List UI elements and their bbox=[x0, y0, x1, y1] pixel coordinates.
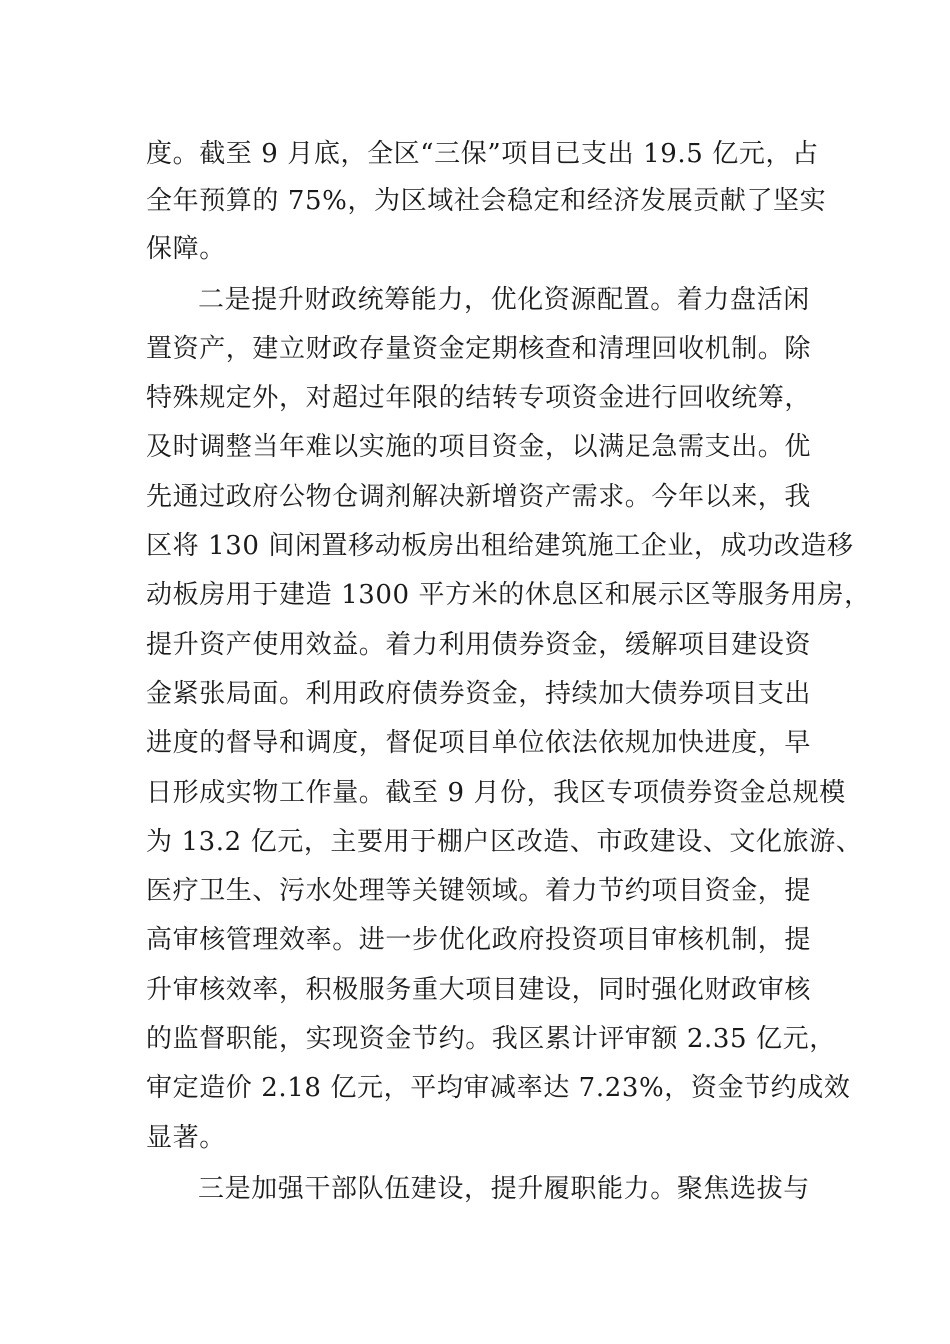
text-line: 为 13.2 亿元，主要用于棚户区改造、市政建设、文化旅游、 bbox=[146, 827, 863, 857]
paragraph-start-line: 三是加强干部队伍建设，提升履职能力。聚焦选拔与 bbox=[198, 1174, 810, 1204]
text-line: 区将 130 间闲置移动板房出租给建筑施工企业，成功改造移 bbox=[146, 531, 854, 561]
text-line: 先通过政府公物仓调剂解决新增资产需求。今年以来，我 bbox=[146, 482, 812, 512]
text-line: 全年预算的 75%，为区域社会稳定和经济发展贡献了坚实 bbox=[146, 186, 827, 216]
text-line: 高审核管理效率。进一步优化政府投资项目审核机制，提 bbox=[146, 925, 812, 955]
text-line: 金紧张局面。利用政府债券资金，持续加大债券项目支出 bbox=[146, 679, 812, 709]
text-line: 保障。 bbox=[146, 234, 226, 264]
text-line: 度。截至 9 月底，全区“三保”项目已支出 19.5 亿元，占 bbox=[146, 139, 819, 169]
paragraph-start-line: 二是提升财政统筹能力，优化资源配置。着力盘活闲 bbox=[198, 285, 810, 315]
text-line: 的监督职能，实现资金节约。我区累计评审额 2.35 亿元， bbox=[146, 1024, 836, 1054]
text-line: 升审核效率，积极服务重大项目建设，同时强化财政审核 bbox=[146, 975, 812, 1005]
text-line: 及时调整当年难以实施的项目资金，以满足急需支出。优 bbox=[146, 432, 812, 462]
text-line: 特殊规定外，对超过年限的结转专项资金进行回收统筹， bbox=[146, 383, 812, 413]
text-line: 审定造价 2.18 亿元，平均审减率达 7.23%，资金节约成效 bbox=[146, 1073, 851, 1103]
text-line: 显著。 bbox=[146, 1123, 226, 1153]
text-line: 动板房用于建造 1300 平方米的休息区和展示区等服务用房， bbox=[146, 580, 871, 610]
text-line: 提升资产使用效益。着力利用债券资金，缓解项目建设资 bbox=[146, 630, 812, 660]
text-line: 医疗卫生、污水处理等关键领域。着力节约项目资金，提 bbox=[146, 876, 812, 906]
text-line: 日形成实物工作量。截至 9 月份，我区专项债券资金总规模 bbox=[146, 778, 846, 808]
text-line: 进度的督导和调度，督促项目单位依法依规加快进度，早 bbox=[146, 728, 812, 758]
text-line: 置资产，建立财政存量资金定期核查和清理回收机制。除 bbox=[146, 334, 812, 364]
